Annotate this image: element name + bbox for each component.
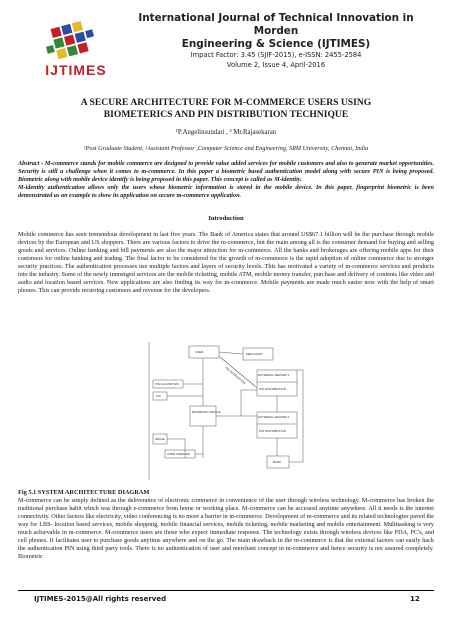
journal-logo [38,17,110,65]
page-number: 12 [410,595,420,603]
paper-title-line2: BIOMETERICS AND PIN DISTRIBUTION TECHNIQUE [103,109,349,120]
diagram-label-user-verified: USER VERIFIED [167,452,191,456]
journal-brand: IJTIMES [45,62,107,78]
diagram-label-pin-dist-1: PIN DISTRIBUTION [259,387,287,391]
paper-title-line1: A SECURE ARCHITECTURE FOR M-COMMERCE USERS USING [80,97,372,108]
diagram-label-bank: BANK [273,460,282,464]
diagram-label-server-1: EXTERNAL SERVER 1 [258,373,290,377]
diagram-label-pin-algorithm: PIN ALGORITHM [155,382,179,386]
abstract-paragraph-2: M-identity authentication allows only the users whose biometric information is stored in the mobile device. In this paper, fingerprint biometric is been demonstrated as an example to show its application on secure m-commerce application. [18,184,434,200]
system-architecture-diagram [145,340,315,482]
diagram-label-server-2: EXTERNAL SERVER 2 [258,415,290,419]
volume-issue: Volume 2, Issue 4, April-2016 [226,60,326,69]
diagram-label-biometric: BIOMETRIC DEVICE [192,410,221,414]
paper-authors: ¹P.Angelinsundari , ² Mr.Rajasekaran [175,129,277,136]
diagram-label-image: IMAGE [155,437,165,441]
diagram-label-pic: PIC [156,394,162,398]
section-heading-introduction: Introduction [208,215,244,222]
paper-title [40,97,412,121]
diagram-label-pin-dist-2: PIN DISTRIBUTION [259,429,287,433]
abstract-paragraph-1: Abstract - M-commerce stands for mobile commerce are designed to provide value added services for mobile customers and also to generate market opportunities. Security is still a challenge when it comes to m-commerce. In this paper a biometric based authentication model along with secure PIN is being proposed. Biometric along with mobile device identify is being proposed in this paper. This concept is called as M-identity. [18,160,434,184]
journal-title-line1: International Journal of Technical Innovation in Morden [138,12,414,37]
footer-copyright: IJTIMES-2015@All rights reserved [34,595,167,603]
diagram-label-merchant: MERCHANT [246,352,263,356]
body-paragraph-2: M-commerce can be simply defined as the deliverance of electronic commerce in convenience of the user through wireless technology. M-commerce has broken the traditional purchase habit which was through e-commerce from home or working place. M-commerce can be accessed anytime anywhere. All it needs is the internet connectivity. Other factors like electricity, video conferencing is no more a barrier in m-commerce. Development of m-commerce and its related technologies paved the way for LBS- location based services, mobile shopping, mobile financial services, mobile ticketing, mobile marketing and mobile entertainment. Multitasking is very much achievable in m-commerce. M-commerce users are those who expect immediate response. The technology exists through wireless devices like PDA, PC's, and cell phones. It facilitates user to purchase goods anytime anywhere and on the go. The main drawback in the m-commerce is that the external factors can easily hack the authentication PIN using third party tools. There is no authentication of user and merchant concept in m-commerce and hence security is not assured completely. Biometric [18,497,434,561]
diagram-user-box [189,346,219,358]
footer-divider [18,590,434,591]
diagram-label-pin-generation: PIN GENERATION [224,365,247,386]
author-affiliation: ¹Post Graduate Student, ²Assistant Professor ,Computer Science and Engineering, SRM University, Chennai, India [83,145,369,152]
journal-title-line2: Engineering & Science (IJTIMES) [181,38,371,50]
impact-factor: Impact Factor: 3.45 (SJIF-2015), e-ISSN: 2455-2584 [190,51,362,59]
introduction-paragraph: Mobile commerce has seen tremendous development in last five years. The Bank of America states that around US$67.1 billion will be the purchase through mobile devices by the European and US shoppers. There are various factors to drive the m-commerce, but the main among all is the consumer demand for buying and selling goods and services. Online banking and bill payments are also the major attraction for m-commerce. All the banks and brokerages are offering mobile apps for their customers for online banking and trading. The final factor to be considered for the growth of m-commerce is the rapid adoption of online commerce due to stronger security practices. The authentication processes use multiple factors and layers of security levels. This has motivated a variety of m-commerce services and products into the industry. Some of the newly immerged services are the mobile ticketing, mobile ATM, mobile money transfer, purchase and delivery of contents like video and audio and location based services. New applications are also finding its way for m-commerce. Mobile payments are made much easier now with the help of smart phones. This can provide recurring customers and revenue for the developers. [18,231,434,295]
diagram-biometric-box [190,406,216,426]
figure-caption: Fig 5.1 SYSTEM ARCHITECTURE DIAGRAM [18,489,150,496]
diagram-label-user: USER [195,350,204,354]
journal-header [118,12,434,70]
abstract [18,160,434,200]
